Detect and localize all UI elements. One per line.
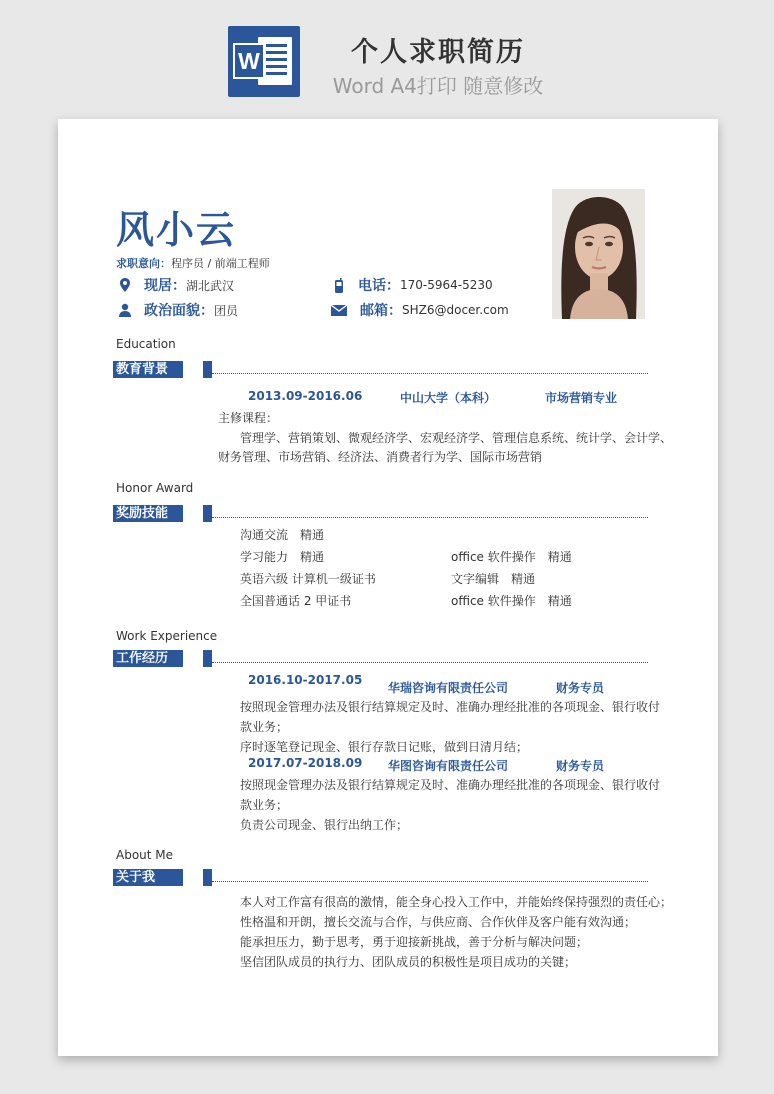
word-letter: W xyxy=(233,43,265,79)
heading-block xyxy=(203,361,212,378)
mail-icon xyxy=(330,303,348,317)
heading-divider xyxy=(212,373,648,374)
education-heading-bar xyxy=(113,361,648,378)
honor-item: 沟通交流 精通 xyxy=(240,528,325,542)
job-company: 华图咨询有限责任公司 xyxy=(388,759,509,773)
honor-item: 英语六级 计算机一级证书 xyxy=(240,572,376,586)
job-desc-line: 序时逐笔登记现金、银行存款日记账，做到日清月结； xyxy=(240,740,529,754)
honor-heading-bar xyxy=(113,505,648,522)
location-row xyxy=(118,275,234,295)
job-desc-line: 款业务； xyxy=(240,798,289,812)
banner-subtitle: Word A4打印 随意修改 xyxy=(332,74,544,98)
heading-divider xyxy=(212,517,648,518)
email-label: 邮箱： xyxy=(360,303,402,319)
candidate-name: 风小云 xyxy=(116,208,237,252)
honor-heading-cn: 奖励技能 xyxy=(113,505,183,522)
honor-item: 文字编辑 精通 xyxy=(451,572,536,586)
location-label: 现居： xyxy=(144,278,186,294)
education-school: 中山大学（本科） xyxy=(400,391,497,405)
watermark xyxy=(85,443,150,513)
work-heading-cn: 工作经历 xyxy=(113,650,183,667)
job-desc-line: 按照现金管理办法及银行结算规定及时、准确办理经批准的各项现金、银行收付 xyxy=(240,700,661,714)
location-value: 湖北武汉 xyxy=(186,278,235,293)
job-company: 华瑞咨询有限责任公司 xyxy=(388,681,509,695)
education-period: 2013.09-2016.06 xyxy=(248,389,363,403)
work-heading-en: Work Experience xyxy=(116,629,218,643)
resume-page xyxy=(58,119,718,1056)
email-row xyxy=(330,300,509,320)
about-heading-cn: 关于我 xyxy=(113,869,183,886)
phone-icon xyxy=(332,278,346,292)
email-value[interactable]: SHZ6@docer.com xyxy=(402,303,509,317)
job-intention xyxy=(116,255,270,271)
phone-label: 电话： xyxy=(358,278,400,294)
user-icon xyxy=(118,303,132,317)
job-period: 2016.10-2017.05 xyxy=(248,673,363,687)
education-major: 市场营销专业 xyxy=(545,391,618,405)
phone-value[interactable]: 170-5964-5230 xyxy=(400,278,493,292)
phone-row xyxy=(332,275,493,295)
heading-block xyxy=(203,505,212,522)
heading-divider xyxy=(212,662,648,663)
about-line: 性格温和开朗，擅长交流与合作，与供应商、合作伙伴及客户能有效沟通； xyxy=(240,915,637,929)
job-intention-label: 求职意向： xyxy=(116,257,171,270)
job-desc-line: 按照现金管理办法及银行结算规定及时、准确办理经批准的各项现金、银行收付 xyxy=(240,778,661,792)
job-title: 财务专员 xyxy=(556,759,605,773)
politics-row xyxy=(118,300,238,320)
location-pin-icon xyxy=(118,278,132,292)
about-line: 坚信团队成员的执行力、团队成员的积极性是项目成功的关键； xyxy=(240,955,577,969)
about-line: 本人对工作富有很高的激情，能全身心投入工作中，并能始终保持强烈的责任心； xyxy=(240,895,673,909)
education-heading-cn: 教育背景 xyxy=(113,361,183,378)
job-title: 财务专员 xyxy=(556,681,605,695)
courses-label: 主修课程： xyxy=(218,411,279,425)
banner-title: 个人求职简历 xyxy=(351,37,525,68)
courses-line-1: 管理学、营销策划、微观经济学、宏观经济学、管理信息系统、统计学、会计学、 xyxy=(240,431,673,445)
job-intention-value: 程序员 / 前端工程师 xyxy=(171,257,270,270)
about-line: 能承担压力，勤于思考，勇于迎接新挑战，善于分析与解决问题； xyxy=(240,935,589,949)
honor-item: 学习能力 精通 xyxy=(240,550,325,564)
heading-block xyxy=(203,869,212,886)
profile-photo xyxy=(552,189,645,319)
courses-line-2: 财务管理、市场营销、经济法、消费者行为学、国际市场营销 xyxy=(218,450,543,464)
heading-block xyxy=(203,650,212,667)
work-heading-bar xyxy=(113,650,648,667)
education-heading-en: Education xyxy=(116,337,176,351)
honor-item: office 软件操作 精通 xyxy=(451,550,572,564)
job-desc-line: 款业务； xyxy=(240,720,289,734)
job-period: 2017.07-2018.09 xyxy=(248,756,363,770)
honor-heading-en: Honor Award xyxy=(116,481,194,495)
heading-divider xyxy=(212,881,648,882)
honor-item: 全国普通话 2 甲证书 xyxy=(240,594,352,608)
word-logo-icon xyxy=(228,26,300,97)
politics-value: 团员 xyxy=(214,303,239,318)
about-heading-bar xyxy=(113,869,648,886)
politics-label: 政治面貌： xyxy=(144,303,214,319)
honor-item: office 软件操作 精通 xyxy=(451,594,572,608)
job-desc-line: 负责公司现金、银行出纳工作； xyxy=(240,818,409,832)
about-heading-en: About Me xyxy=(116,848,174,862)
